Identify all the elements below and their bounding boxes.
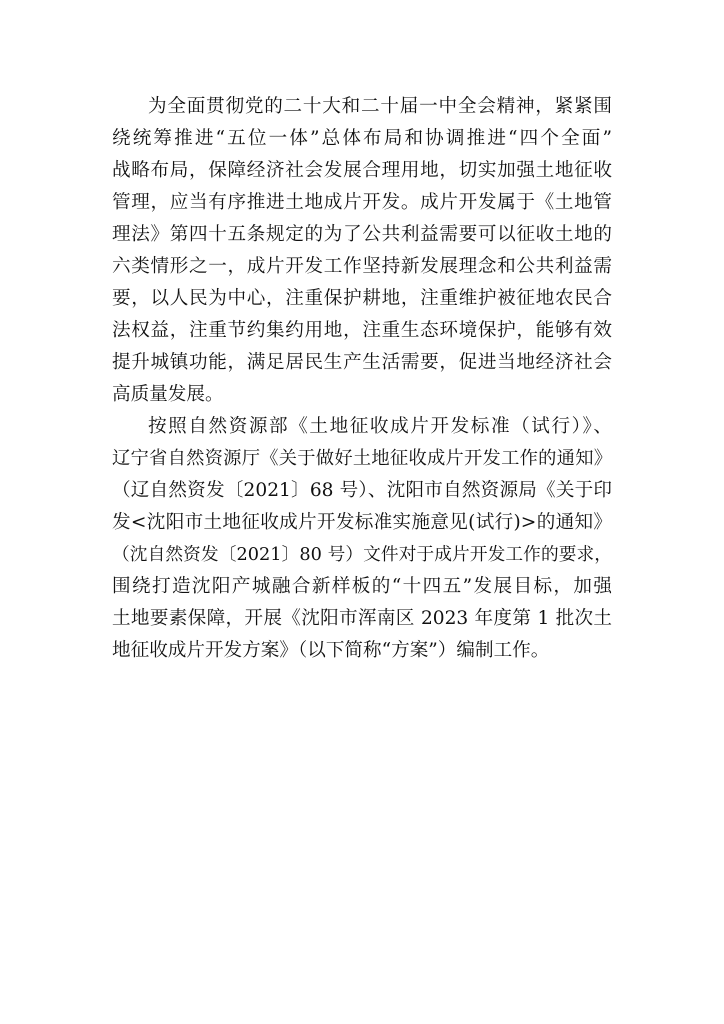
paragraph-1-line-1: 为全面贯彻党的二十大和二十届一中全会精神，紧紧围 bbox=[148, 96, 612, 117]
paragraph-2-line-5: （沈自然资发〔2021〕80 号）文件对于成片开发工作的要求， bbox=[112, 545, 612, 565]
paragraph-1-line-8: 法权益，注重节约集约用地，注重生态环境保护，能够有效 bbox=[112, 320, 612, 341]
paragraph-2-line-8: 地征收成片开发方案》（以下简称“方案”）编制工作。 bbox=[112, 640, 550, 661]
paragraph-1-line-5: 理法》第四十五条规定的为了公共利益需要可以征收土地的 bbox=[112, 224, 612, 245]
paragraph-1-line-10: 高质量发展。 bbox=[112, 384, 224, 405]
paragraph-1-line-3: 战略布局，保障经济社会发展合理用地，切实加强土地征收 bbox=[112, 160, 612, 181]
paragraph-1-line-7: 要，以人民为中心，注重保护耕地，注重维护被征地农民合 bbox=[112, 288, 612, 309]
paragraph-2-line-2: 辽宁省自然资源厅《关于做好土地征收成片开发工作的通知》 bbox=[112, 448, 612, 469]
paragraph-2-line-3: （辽自然资发〔2021〕68 号）、沈阳市自然资源局《关于印 bbox=[112, 480, 612, 501]
paragraph-2-line-7: 土地要素保障，开展《沈阳市浑南区 2023 年度第 1 批次土 bbox=[112, 608, 612, 629]
paragraph-2-line-4: 发<沈阳市土地征收成片开发标准实施意见(试行)>的通知》 bbox=[112, 512, 612, 533]
paragraph-1-line-4: 管理，应当有序推进土地成片开发。成片开发属于《土地管 bbox=[112, 192, 612, 213]
paragraph-1-line-9: 提升城镇功能，满足居民生产生活需要，促进当地经济社会 bbox=[112, 352, 612, 373]
paragraph-1-line-6: 六类情形之一，成片开发工作坚持新发展理念和公共利益需 bbox=[112, 256, 612, 277]
paragraph-1-line-2: 绕统筹推进“五位一体”总体布局和协调推进“四个全面” bbox=[112, 128, 612, 149]
paragraph-2-line-6: 围绕打造沈阳产城融合新样板的“十四五”发展目标，加强 bbox=[112, 576, 612, 597]
paragraph-2-line-1: 按照自然资源部《土地征收成片开发标准（试行）》、 bbox=[148, 416, 612, 437]
